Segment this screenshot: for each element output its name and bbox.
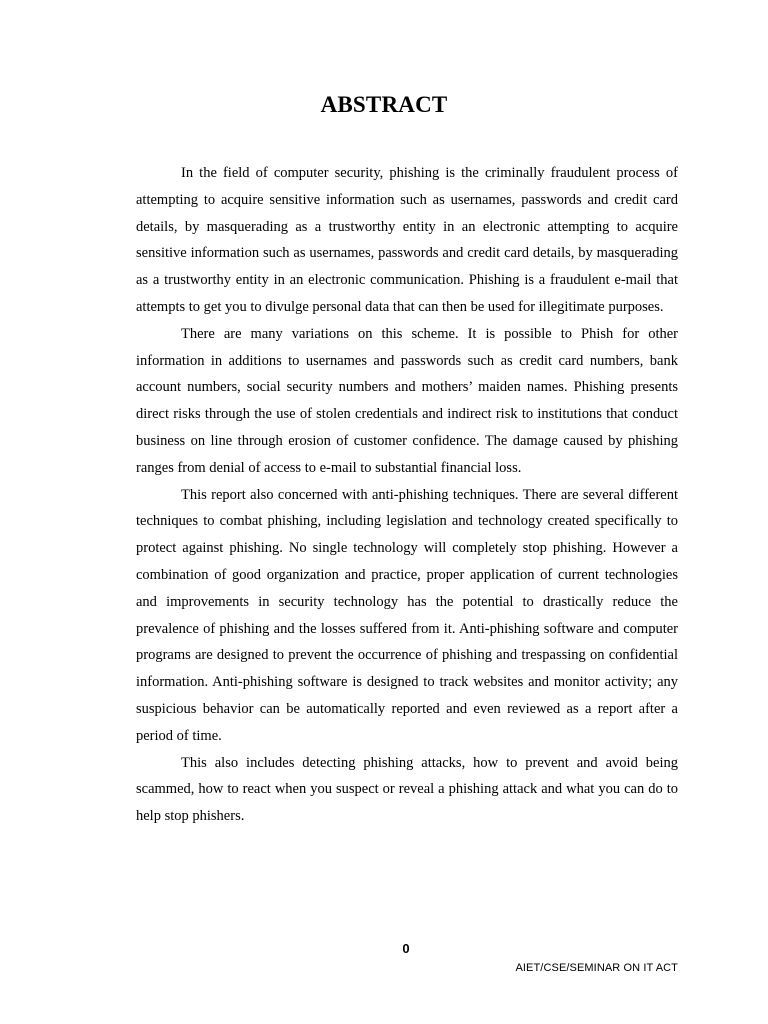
abstract-heading: ABSTRACT xyxy=(320,92,448,117)
abstract-body xyxy=(136,160,678,830)
paragraph-1: In the field of computer security, phishing is the criminally fraudulent process of attempting to acquire sensitive information such as usernames, passwords and credit card details, by masquerading as a trustworthy entity in an electronic attempting to acquire sensitive information such as usernames, passwords and credit card details, by masquerading as a trustworthy entity in an electronic communication. Phishing is a fraudulent e-mail that attempts to get you to divulge personal data that can then be used for illegitimate purposes. xyxy=(136,165,678,315)
paragraph-3: This report also concerned with anti-phishing techniques. There are several different techniques to combat phishing, including legislation and technology created specifically to protect against phishing. No single technology will completely stop phishing. However a combination of good organization and practice, proper application of current technologies and improvements in security technology has the potential to drastically reduce the prevalence of phishing and the losses suffered from it. Anti-phishing software and computer programs are designed to prevent the occurrence of phishing and trespassing on confidential information. Anti-phishing software is designed to track websites and monitor activity; any suspicious behavior can be automatically reported and even reviewed as a report after a period of time. xyxy=(136,486,678,744)
paragraph-4: This also includes detecting phishing attacks, how to prevent and avoid being scammed, how to react when you suspect or reveal a phishing attack and what you can do to help stop phishers. xyxy=(136,754,678,825)
page-footer: AIET/CSE/SEMINAR ON IT ACT xyxy=(515,962,678,974)
paragraph-2: There are many variations on this scheme. It is possible to Phish for other information in additions to usernames and passwords such as credit card numbers, bank account numbers, social security numbers and mothers’ maiden names. Phishing presents direct risks through the use of stolen credentials and indirect risk to institutions that conduct business on line through erosion of customer confidence. The damage caused by phishing ranges from denial of access to e-mail to substantial financial loss. xyxy=(136,325,678,476)
page-number: 0 xyxy=(402,941,410,956)
